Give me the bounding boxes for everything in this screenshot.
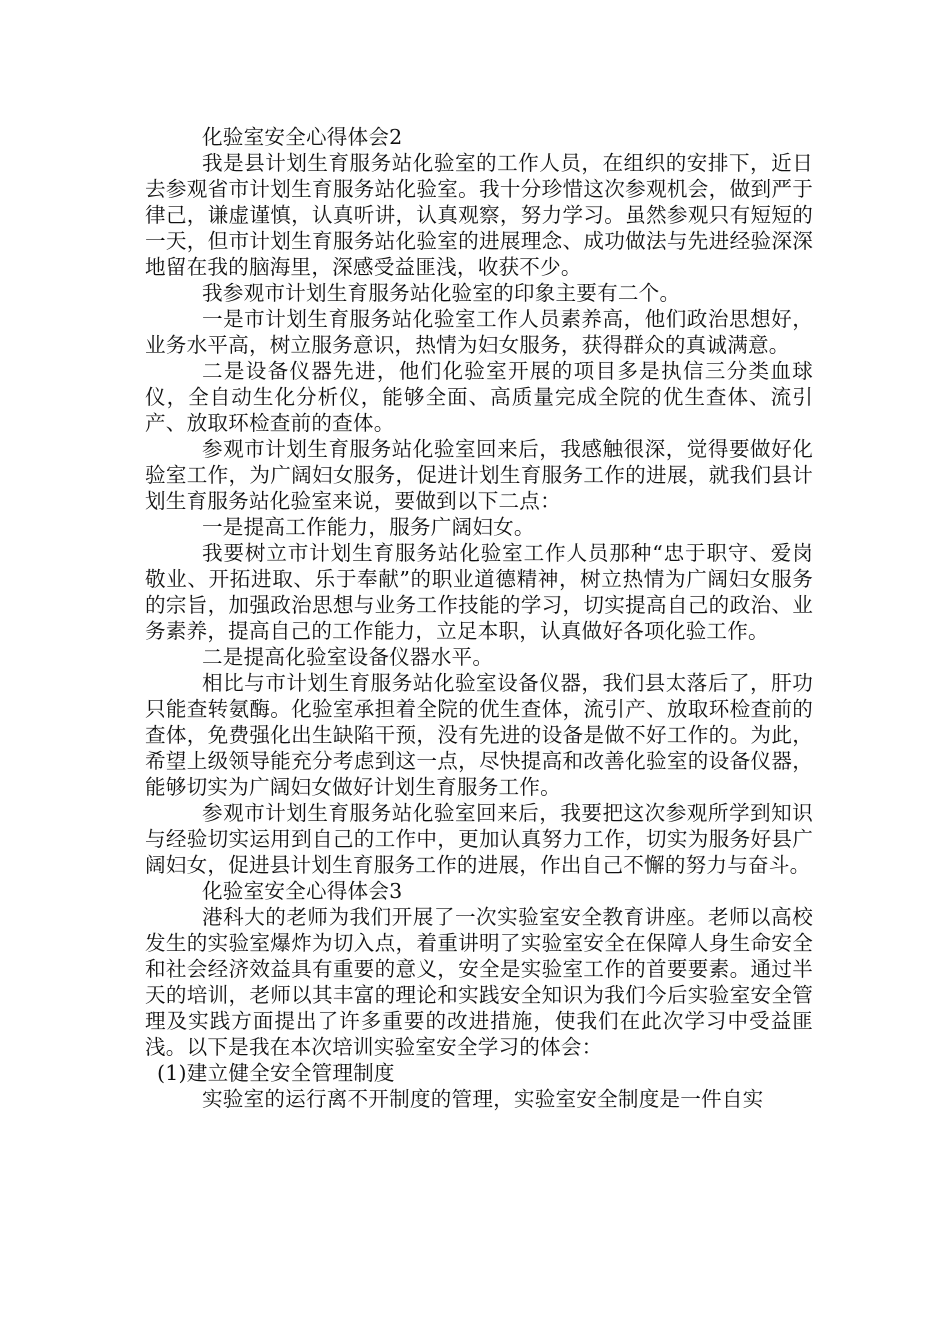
paragraph: 二是提高化验室设备仪器水平。 [202,645,494,669]
paragraph: 我要树立市计划生育服务站化验室工作人员那种“忠于职守、爱岗敬业、开拓进取、乐于奉献”的职业道德精神，树立热情为广阔妇女服务的宗旨，加强政治思想与业务工作技能的学习，切实提高自己的政治、业务素养，提高自己的工作能力，立足本职，认真做好各项化验工作。 [145,541,813,643]
paragraph: 二是设备仪器先进，他们化验室开展的项目多是执信三分类血球仪，全自动生化分析仪，能够全面、高质量完成全院的优生查体、流引产、放取环检查前的查体。 [145,359,813,435]
section-heading: 化验室安全心得体会3 [202,879,403,903]
paragraph: 港科大的老师为我们开展了一次实验室安全教育讲座。老师以高校发生的实验室爆炸为切入点，着重讲明了实验室安全在保障人身生命安全和社会经济效益具有重要的意义，安全是实验室工作的首要要素。通过半天的培训，老师以其丰富的理论和实践安全知识为我们今后实验室安全管理及实践方面提出了许多重要的改进措施，使我们在此次学习中受益匪浅。以下是我在本次培训实验室安全学习的体会： [145,905,813,1059]
paragraph: 一是提高工作能力，服务广阔妇女。 [202,515,535,539]
paragraph: 一是市计划生育服务站化验室工作人员素养高，他们政治思想好，业务水平高，树立服务意识，热情为妇女服务，获得群众的真诚满意。 [145,307,813,357]
paragraph: 我参观市计划生育服务站化验室的印象主要有二个。 [202,281,681,305]
list-heading: (1)建立健全安全管理制度 [157,1061,395,1085]
document-body [145,124,813,1112]
paragraph: 参观市计划生育服务站化验室回来后，我感触很深，觉得要做好化验室工作，为广阔妇女服务，促进计划生育服务工作的进展，就我们县计划生育服务站化验室来说，要做到以下二点： [145,437,813,513]
paragraph: 实验室的运行离不开制度的管理，实验室安全制度是一件自实 [202,1087,764,1111]
paragraph: 相比与市计划生育服务站化验室设备仪器，我们县太落后了，肝功只能查转氨酶。化验室承担着全院的优生查体，流引产、放取环检查前的查体，免费强化出生缺陷干预，没有先进的设备是做不好工作的。为此，希望上级领导能充分考虑到这一点，尽快提高和改善化验室的设备仪器，能够切实为广阔妇女做好计划生育服务工作。 [145,671,813,799]
paragraph: 我是县计划生育服务站化验室的工作人员，在组织的安排下，近日去参观省市计划生育服务站化验室。我十分珍惜这次参观机会，做到严于律己，谦虚谨慎，认真听讲，认真观察，努力学习。虽然参观只有短短的一天，但市计划生育服务站化验室的进展理念、成功做法与先进经验深深地留在我的脑海里，深感受益匪浅，收获不少。 [145,151,813,279]
paragraph: 参观市计划生育服务站化验室回来后，我要把这次参观所学到知识与经验切实运用到自己的工作中，更加认真努力工作，切实为服务好县广阔妇女，促进县计划生育服务工作的进展，作出自己不懈的努力与奋斗。 [145,801,813,877]
section-heading: 化验室安全心得体会2 [202,125,403,149]
